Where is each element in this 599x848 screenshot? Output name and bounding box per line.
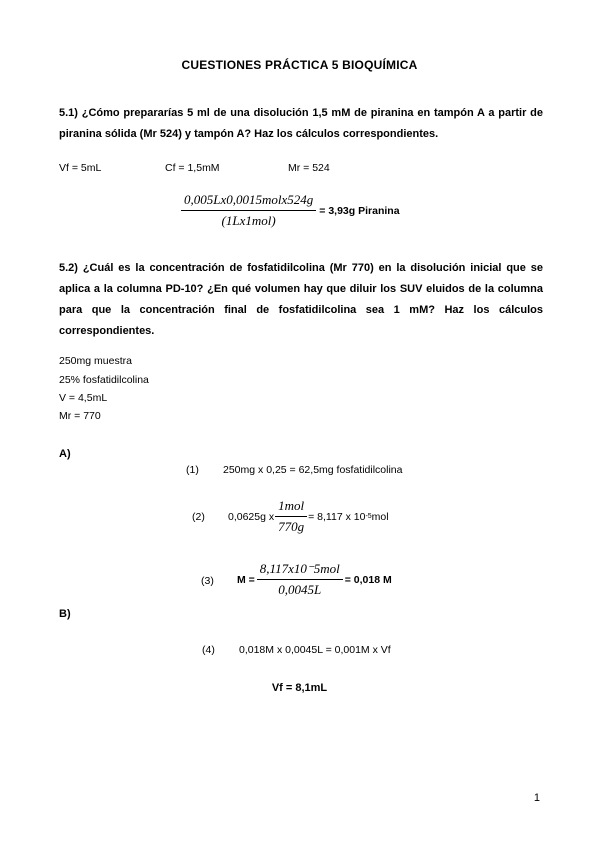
part-b-label: B) [59, 608, 71, 620]
q1-fraction-numerator: 0,005Lx0,0015molx524g [181, 192, 316, 211]
part-b-result: Vf = 8,1mL [271, 682, 328, 694]
q1-vf: Vf = 5mL [59, 162, 102, 174]
page-number: 1 [533, 792, 540, 804]
q1-fraction [181, 192, 316, 229]
eq1-text: 250mg x 0,25 = 62,5mg fosfatidilcolina [223, 464, 403, 476]
eq3-number: (3) [201, 575, 214, 587]
q2-data-2: V = 4,5mL [59, 392, 108, 404]
eq3-fraction-numerator: 8,117x10⁻5mol [257, 561, 343, 580]
part-a-label: A) [59, 448, 71, 460]
eq2 [228, 498, 389, 535]
question-5-2: 5.2) ¿Cuál es la concentración de fosfatidilcolina (Mr 770) en la disolución inicial que se aplica a la columna PD-10? ¿En qué volumen hay que diluir los SUV eluidos de la columna para que la concentración final de fosfatidilcolina sea 1 mM? Haz los cálculos correspondientes. [59, 262, 543, 337]
eq3-fraction-denominator: 0,0045L [278, 582, 322, 597]
eq3-pre: M = [237, 573, 255, 586]
eq2-pre: 0,0625g x [228, 510, 275, 523]
eq2-number: (2) [192, 511, 205, 523]
eq2-post: = 8,117 x 10 [308, 510, 366, 523]
q1-fraction-denominator: (1Lx1mol) [221, 213, 276, 228]
q2-data-3: Mr = 770 [59, 410, 101, 422]
eq1-number: (1) [186, 464, 199, 476]
eq4-text: 0,018M x 0,0045L = 0,001M x Vf [239, 644, 391, 656]
q1-result: = 3,93g Piranina [319, 204, 400, 217]
q2-data-0: 250mg muestra [59, 355, 132, 367]
eq2-fraction [275, 498, 307, 535]
q1-equation [181, 192, 400, 229]
eq2-fraction-numerator: 1mol [275, 498, 307, 517]
eq2-exponent: -5 [365, 513, 372, 520]
page-title: CUESTIONES PRÁCTICA 5 BIOQUÍMICA [181, 58, 418, 72]
q1-cf: Cf = 1,5mM [165, 162, 220, 174]
q2-data-1: 25% fosfatidilcolina [59, 374, 149, 386]
question-5-1: 5.1) ¿Cómo prepararías 5 ml de una disolución 1,5 mM de piranina en tampón A a partir de piranina sólida (Mr 524) y tampón A? Haz los cálculos correspondientes. [59, 107, 543, 140]
eq3 [237, 561, 392, 598]
eq4-number: (4) [202, 644, 215, 656]
eq3-post: = 0,018 M [344, 573, 392, 586]
eq2-fraction-denominator: 770g [278, 519, 305, 534]
q1-mr: Mr = 524 [288, 162, 330, 174]
eq2-unit: mol [371, 510, 389, 523]
eq3-fraction [257, 561, 343, 598]
